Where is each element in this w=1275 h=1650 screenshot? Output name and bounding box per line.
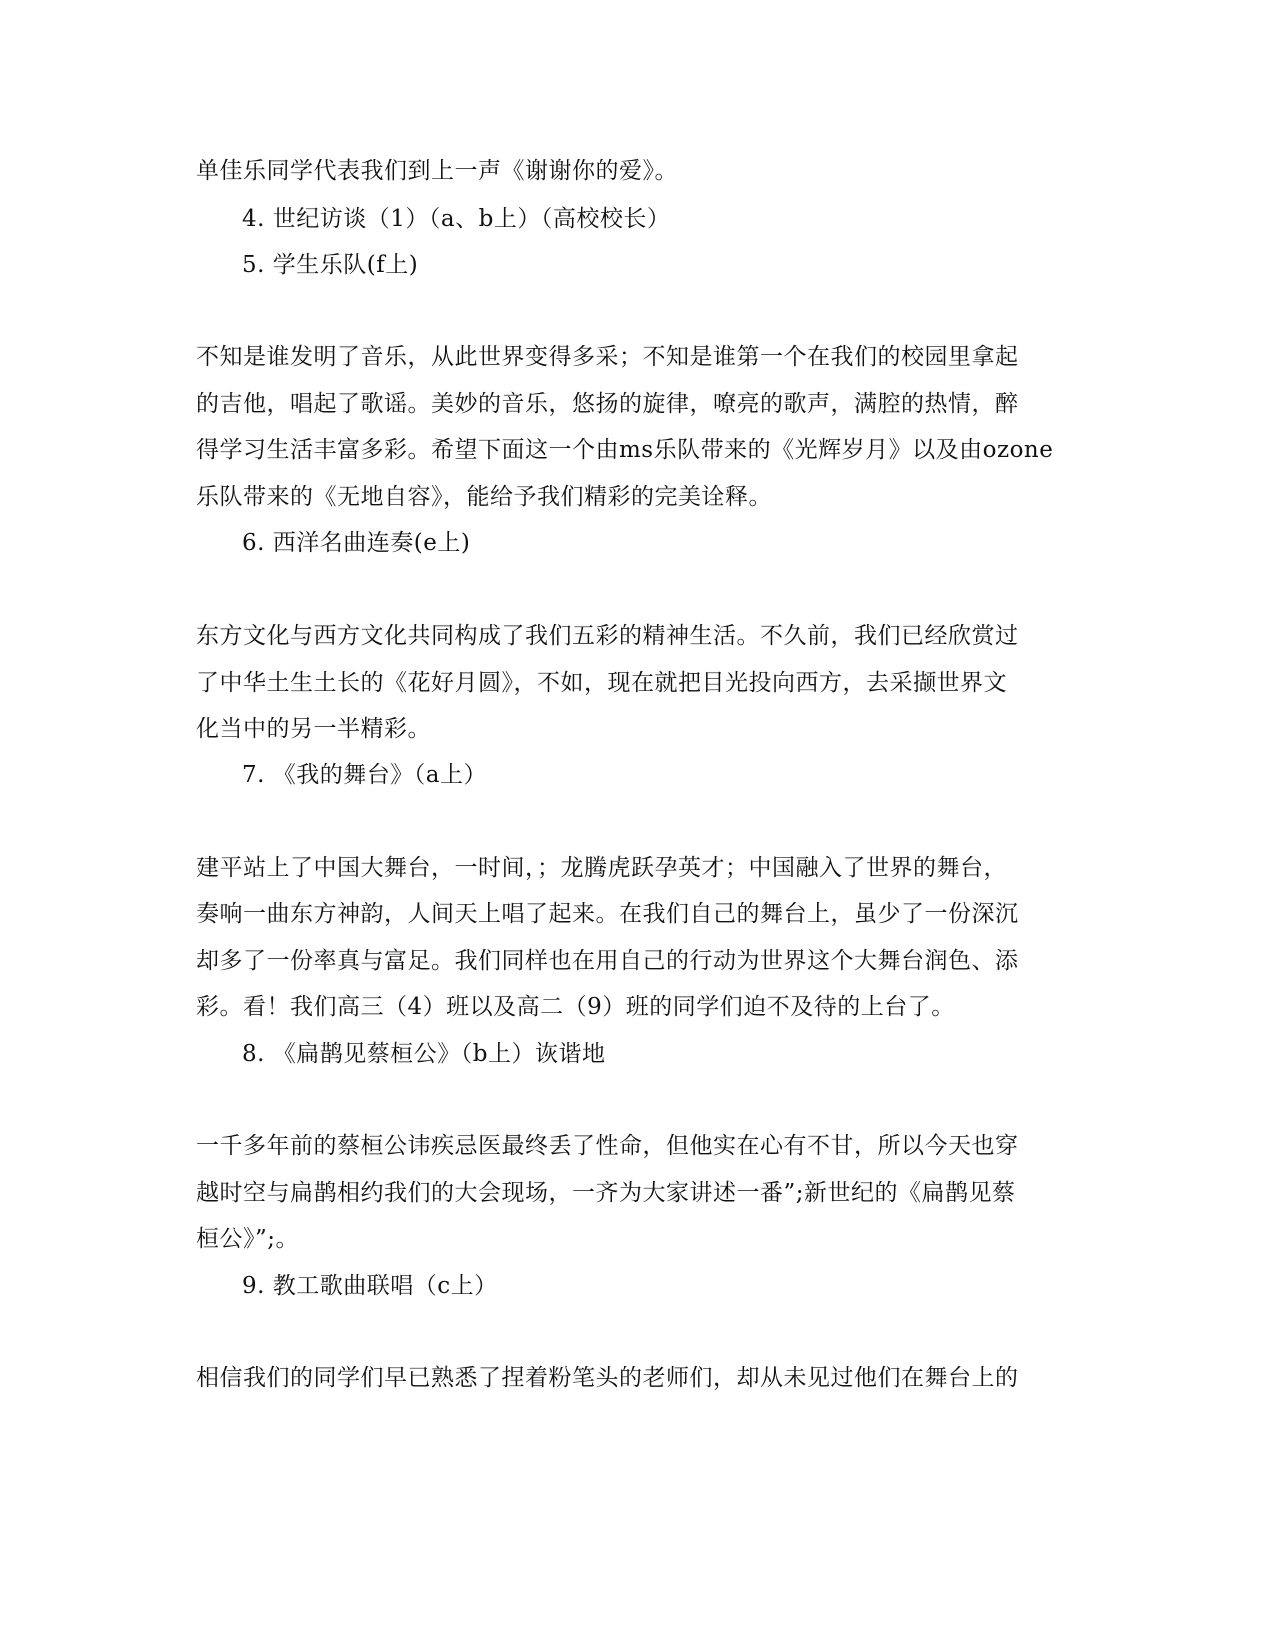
body-line: 了中华土生土长的《花好月圆》，不如，现在就把目光投向西方，去采撷世界文 [196, 670, 1007, 696]
body-line: 一千多年前的蔡桓公讳疾忌医最终丢了性命，但他实在心有不甘，所以今天也穿 [196, 1133, 1019, 1159]
body-line: 不知是谁发明了音乐，从此世界变得多采；不知是谁第一个在我们的校园里拿起 [196, 344, 1019, 370]
body-line: 化当中的另一半精彩。 [196, 716, 431, 742]
body-line: 彩。看！我们高三（4）班以及高二（9）班的同学们迫不及待的上台了。 [196, 994, 955, 1020]
body-line: 却多了一份率真与富足。我们同样也在用自己的行动为世界这个大舞台润色、添 [196, 948, 1019, 974]
body-line: 越时空与扁鹊相约我们的大会现场，一齐为大家讲述一番”;新世纪的《扁鹊见蔡 [196, 1180, 1016, 1206]
body-line: 乐队带来的《无地自容》，能给予我们精彩的完美诠释。 [196, 484, 772, 510]
body-line: 奏响一曲东方神韵，人间天上唱了起来。在我们自己的舞台上，虽少了一份深沉 [196, 901, 1019, 927]
program-item: 4. 世纪访谈（1）（a、b上）（高校校长） [242, 206, 671, 232]
program-item: 8. 《扁鹊见蔡桓公》（b上）诙谐地 [242, 1041, 606, 1067]
body-line: 桓公》”;。 [196, 1226, 300, 1252]
program-item: 9. 教工歌曲联唱（c上） [242, 1273, 498, 1299]
body-line: 单佳乐同学代表我们到上一声《谢谢你的爱》。 [196, 158, 678, 184]
body-line: 相信我们的同学们早已熟悉了捏着粉笔头的老师们，却从未见过他们在舞台上的 [196, 1365, 1019, 1391]
program-item: 5. 学生乐队(f上) [242, 252, 419, 278]
body-line: 东方文化与西方文化共同构成了我们五彩的精神生活。不久前，我们已经欣赏过 [196, 623, 1019, 649]
program-item: 6. 西洋名曲连奏(e上) [242, 530, 471, 556]
body-line: 的吉他，唱起了歌谣。美妙的音乐，悠扬的旋律，嘹亮的歌声，满腔的热情，醉 [196, 391, 1019, 417]
body-line: 得学习生活丰富多彩。希望下面这一个由ms乐队带来的《光辉岁月》以及由ozone [196, 437, 1054, 463]
body-line: 建平站上了中国大舞台，一时间，；龙腾虎跃孕英才；中国融入了世界的舞台， [196, 855, 1007, 881]
program-item: 7. 《我的舞台》（a上） [242, 762, 487, 788]
